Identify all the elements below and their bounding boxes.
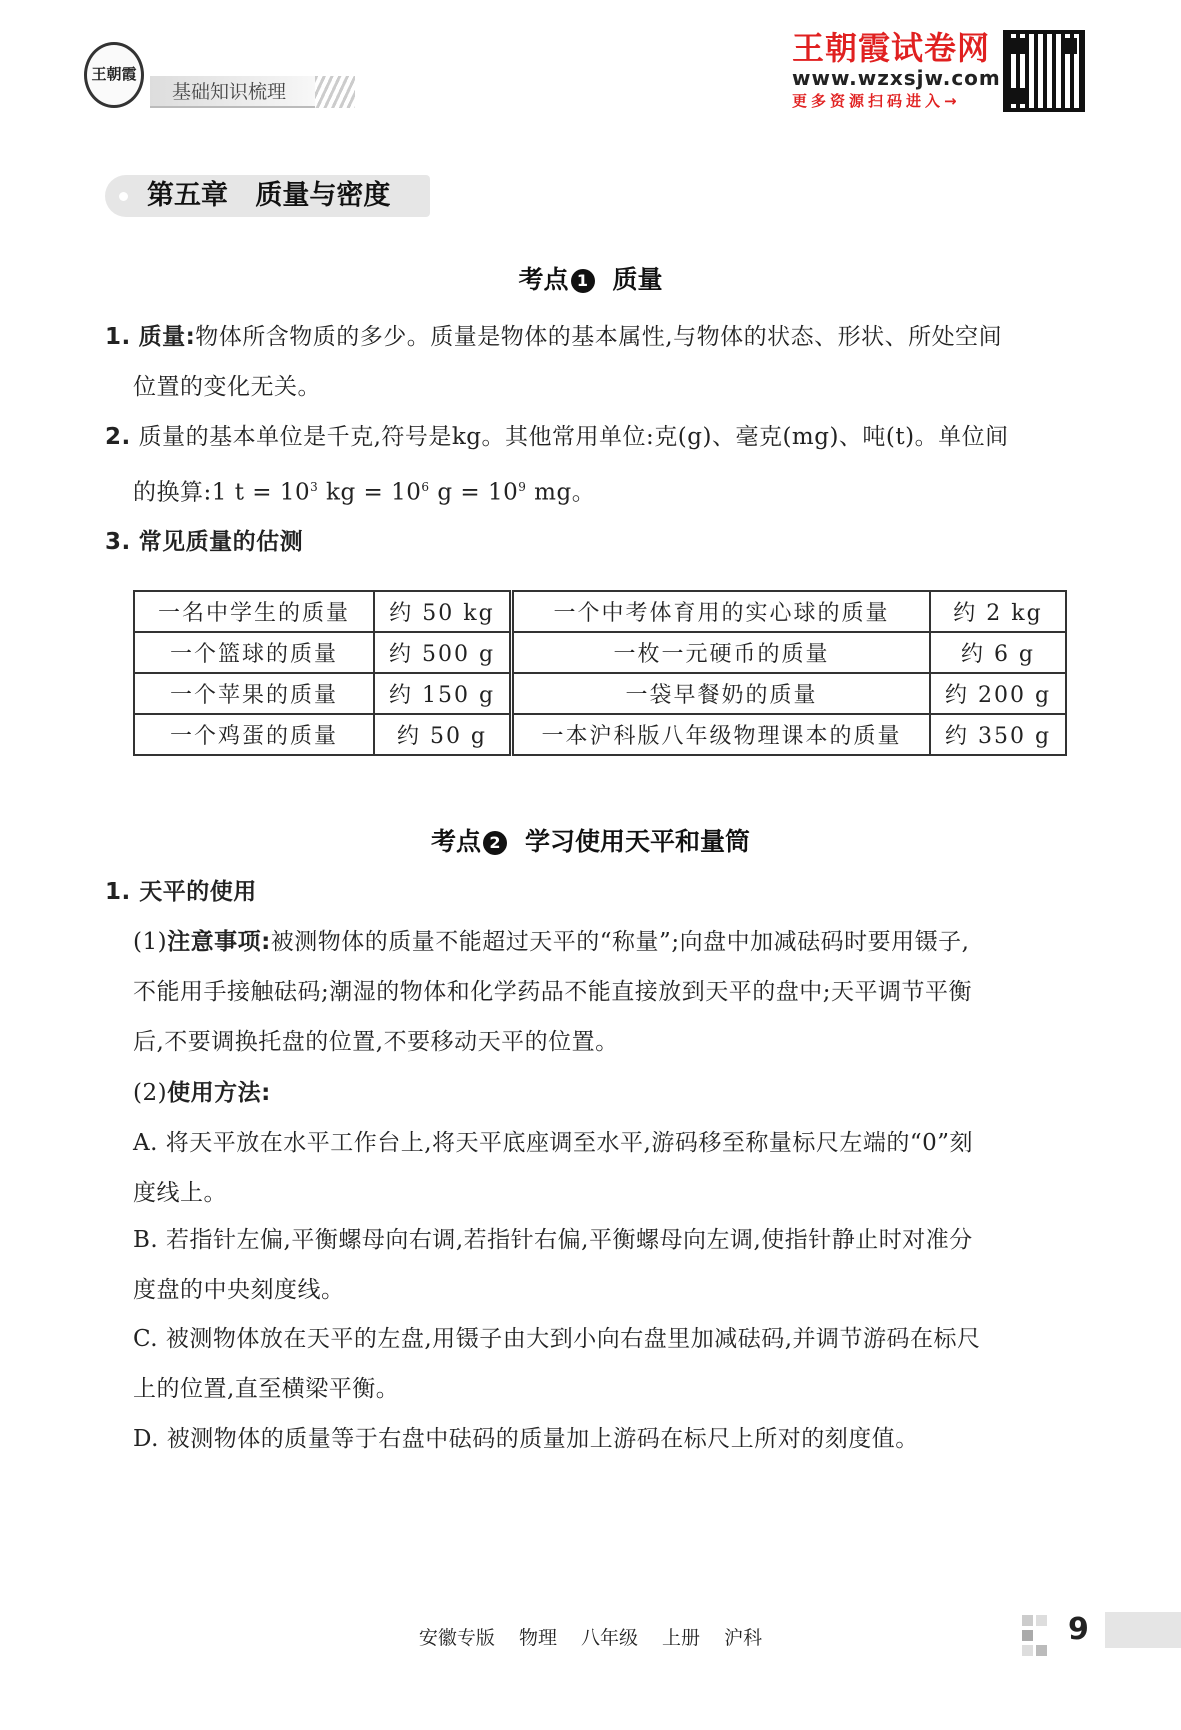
kaodian-1-heading [0,260,1181,296]
table-row [134,673,1066,714]
kaodian-title: 质量 [612,265,663,294]
table-cell: 一个中考体育用的实心球的质量 [512,591,931,632]
sub-prefix: (1) [133,929,168,955]
table-row [134,591,1066,632]
exponent: 9 [518,480,527,494]
table-cell: 约 200 g [930,673,1066,714]
unit-conversion-line [133,462,1073,518]
term-label: 质量: [138,324,196,350]
paragraph-mass-units [105,412,1045,462]
decorative-stripes [315,76,355,108]
item-number: 1. [105,324,131,350]
publisher-logo: 王朝霞 [84,42,144,108]
decorative-square [1022,1630,1033,1641]
qr-code-icon[interactable] [1003,30,1085,112]
decorative-square [1036,1645,1047,1656]
term-label: 注意事项: [167,929,271,955]
step-c-line-1: C. 被测物体放在天平的左盘,用镊子由大到小向右盘里加减砝码,并调节游码在标尺 [133,1326,981,1352]
paragraph-text: 质量的基本单位是千克,符号是kg。其他常用单位:克(g)、毫克(mg)、吨(t)。单位间 [138,424,1009,450]
table-cell: 一袋早餐奶的质量 [512,673,931,714]
usage-method-heading [133,1068,1073,1118]
table-cell: 约 50 g [374,714,512,755]
table-cell: 约 50 kg [374,591,512,632]
mass-estimation-table [133,590,1067,756]
paragraph-estimation-heading [105,517,1045,567]
chapter-title: 第五章 质量与密度 [105,175,430,217]
table-row [134,632,1066,673]
conversion-text: kg = 10 [318,479,422,506]
paragraph-text: 物体所含物质的多少。质量是物体的基本属性,与物体的状态、形状、所处空间 [195,324,1003,350]
step-a-line-2: 度线上。 [133,1180,227,1206]
table-cell: 约 500 g [374,632,512,673]
term-label: 使用方法: [167,1080,271,1106]
term-label: 常见质量的估测 [138,529,304,555]
table-cell: 一个鸡蛋的质量 [134,714,374,755]
item-number: 2. [105,424,131,450]
table-row [134,714,1066,755]
item-number: 3. [105,529,131,555]
step-b-line-2: 度盘的中央刻度线。 [133,1277,345,1303]
precautions-line-2: 不能用手接触砝码;潮湿的物体和化学药品不能直接放到天平的盘中;天平调节平衡 [133,979,972,1005]
kaodian-prefix: 考点 [518,265,569,294]
conversion-text: 的换算:1 t = 10 [133,479,311,506]
paragraph-continuation: 位置的变化无关。 [133,374,321,400]
step-c-line-2: 上的位置,直至横梁平衡。 [133,1376,400,1402]
paragraph-mass-definition [105,312,1045,362]
brand-cta: 更多资源扫码进入→ [792,92,961,110]
kaodian-2-heading [0,822,1181,858]
table-cell: 一枚一元硬币的质量 [512,632,931,673]
table-cell: 一个篮球的质量 [134,632,374,673]
kaodian-number-badge: 2 [483,831,507,855]
table-cell: 一名中学生的质量 [134,591,374,632]
exponent: 3 [310,480,319,494]
decorative-square [1036,1615,1047,1626]
kaodian-title: 学习使用天平和量筒 [525,827,751,856]
table-cell: 一个苹果的质量 [134,673,374,714]
decorative-square [1022,1645,1033,1656]
table-cell: 约 2 kg [930,591,1066,632]
table-cell: 约 150 g [374,673,512,714]
step-d-line-1: D. 被测物体的质量等于右盘中砝码的质量加上游码在标尺上所对的刻度值。 [133,1426,919,1452]
brand-block[interactable] [792,30,1001,112]
table-cell: 一本沪科版八年级物理课本的质量 [512,714,931,755]
exponent: 6 [421,480,430,494]
conversion-text: mg。 [526,479,596,506]
paragraph-text: 被测物体的质量不能超过天平的“称量”;向盘中加减砝码时要用镊子, [270,929,970,955]
brand-name: 王朝霞试卷网 [792,29,991,67]
table-cell: 约 350 g [930,714,1066,755]
subheading-balance-usage: 1. 天平的使用 [105,879,257,905]
decorative-square [1022,1615,1033,1626]
step-a-line-1: A. 将天平放在水平工作台上,将天平底座调至水平,游码移至称量标尺左端的“0”刻 [133,1130,974,1156]
kaodian-number-badge: 1 [571,269,595,293]
precautions-line-1 [133,917,1073,967]
brand-url[interactable]: www.wzxsjw.com [792,66,1001,90]
section-label: 基础知识梳理 [150,76,350,108]
kaodian-prefix: 考点 [430,827,481,856]
table-cell: 约 6 g [930,632,1066,673]
sub-prefix: (2) [133,1080,168,1106]
step-b-line-1: B. 若指针左偏,平衡螺母向右调,若指针右偏,平衡螺母向左调,使指针静止时对准分 [133,1227,973,1253]
page-number-bar [1105,1612,1181,1648]
footer-edition: 安徽专版 物理 八年级 上册 沪科 [418,1627,763,1649]
conversion-text: g = 10 [429,479,519,506]
page-number: 9 [1068,1612,1089,1647]
precautions-line-3: 后,不要调换托盘的位置,不要移动天平的位置。 [133,1029,619,1055]
